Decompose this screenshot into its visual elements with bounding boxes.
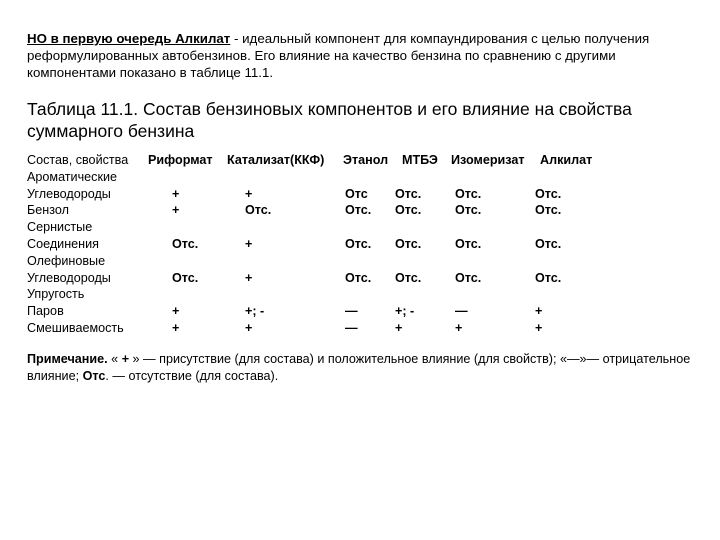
row-label: Упругость: [27, 287, 85, 302]
cell-value: Отс.: [395, 203, 422, 218]
row-label: Смешиваемость: [27, 321, 124, 335]
cell-value: Отс.: [172, 270, 199, 285]
cell-value: —: [345, 321, 358, 335]
cell-value: Отс.: [535, 203, 562, 218]
header-label: Состав, свойства: [27, 153, 129, 167]
row-label: Углеводороды: [27, 270, 111, 285]
cell-value: —: [345, 304, 358, 319]
cell-value: Отс.: [455, 203, 482, 218]
table-row: [27, 287, 707, 304]
note-text: . — отсутствие (для состава).: [105, 369, 279, 383]
cell-value: Отс.: [535, 186, 562, 201]
table-caption: Таблица 11.1. Состав бензиновых компонентов и его влияние на свойства суммарного бензина: [27, 99, 632, 141]
cell-value: +; -: [245, 304, 265, 319]
cell-value: +: [172, 203, 180, 218]
row-label: Олефиновые: [27, 253, 106, 268]
cell-value: Отс.: [455, 186, 482, 201]
cell-value: Отс.: [455, 270, 482, 285]
cell-value: Отс.: [455, 237, 482, 251]
cell-value: +; -: [395, 304, 415, 319]
row-label: Паров: [27, 304, 64, 319]
note-label: Примечание.: [27, 352, 108, 366]
intro-text: - идеальный компонент для компаундирования с целью получения реформулированных автобензинов. Его влияние на качество бензина по сравнению с другими компонентами показано в таблице 11.1.: [27, 31, 650, 80]
table-row: [27, 321, 707, 338]
table-row: [27, 237, 707, 254]
note-text: » — присутствие (для состава) и положительное влияние (для свойств); «—»— отрицательное влияние;: [27, 352, 691, 383]
cell-value: Отс: [345, 186, 368, 201]
cell-value: +: [172, 321, 180, 335]
row-label: Углеводороды: [27, 186, 111, 201]
cell-value: —: [455, 304, 468, 319]
row-label: Бензол: [27, 203, 69, 218]
cell-value: Отс.: [172, 237, 199, 251]
note-plus: +: [121, 352, 130, 366]
cell-value: +: [245, 186, 253, 201]
cell-value: Отс.: [395, 237, 422, 251]
cell-value: Отс.: [535, 237, 562, 251]
cell-value: Отс.: [245, 203, 272, 218]
table-row: [27, 220, 707, 237]
row-label: Ароматические: [27, 169, 118, 184]
table-row: [27, 170, 707, 187]
cell-value: +: [172, 304, 180, 319]
table-row: [27, 304, 707, 321]
cell-value: +: [172, 186, 180, 201]
table-row: [27, 203, 707, 220]
cell-value: +: [395, 321, 403, 335]
column-header: Алкилат: [540, 153, 593, 167]
column-header: Риформат: [148, 153, 213, 167]
table-row: [27, 271, 707, 288]
cell-value: +: [535, 321, 543, 335]
cell-value: Отс.: [535, 270, 562, 285]
column-header: Изомеризат: [451, 153, 525, 167]
intro-lead: НО в первую очередь Алкилат: [27, 31, 231, 46]
cell-value: Отс.: [395, 186, 422, 201]
cell-value: +: [455, 321, 463, 335]
row-label: Соединения: [27, 237, 99, 251]
column-header: МТБЭ: [402, 153, 438, 167]
table-row: [27, 187, 707, 204]
cell-value: Отс.: [395, 270, 422, 285]
cell-value: Отс.: [345, 270, 372, 285]
cell-value: Отс.: [345, 203, 372, 218]
note-text: «: [107, 352, 122, 366]
cell-value: +: [245, 321, 253, 335]
note-ots: Отс: [82, 369, 106, 383]
table-note: [27, 351, 707, 385]
row-label: Сернистые: [27, 220, 93, 235]
cell-value: +: [245, 270, 253, 285]
column-header: Катализат(ККФ): [227, 153, 325, 167]
cell-value: Отс.: [345, 237, 372, 251]
cell-value: +: [245, 237, 253, 251]
cell-value: +: [535, 304, 543, 319]
intro-paragraph: [27, 30, 697, 81]
column-header: Этанол: [343, 153, 389, 167]
table-header: [27, 153, 707, 170]
table-row: [27, 254, 707, 271]
